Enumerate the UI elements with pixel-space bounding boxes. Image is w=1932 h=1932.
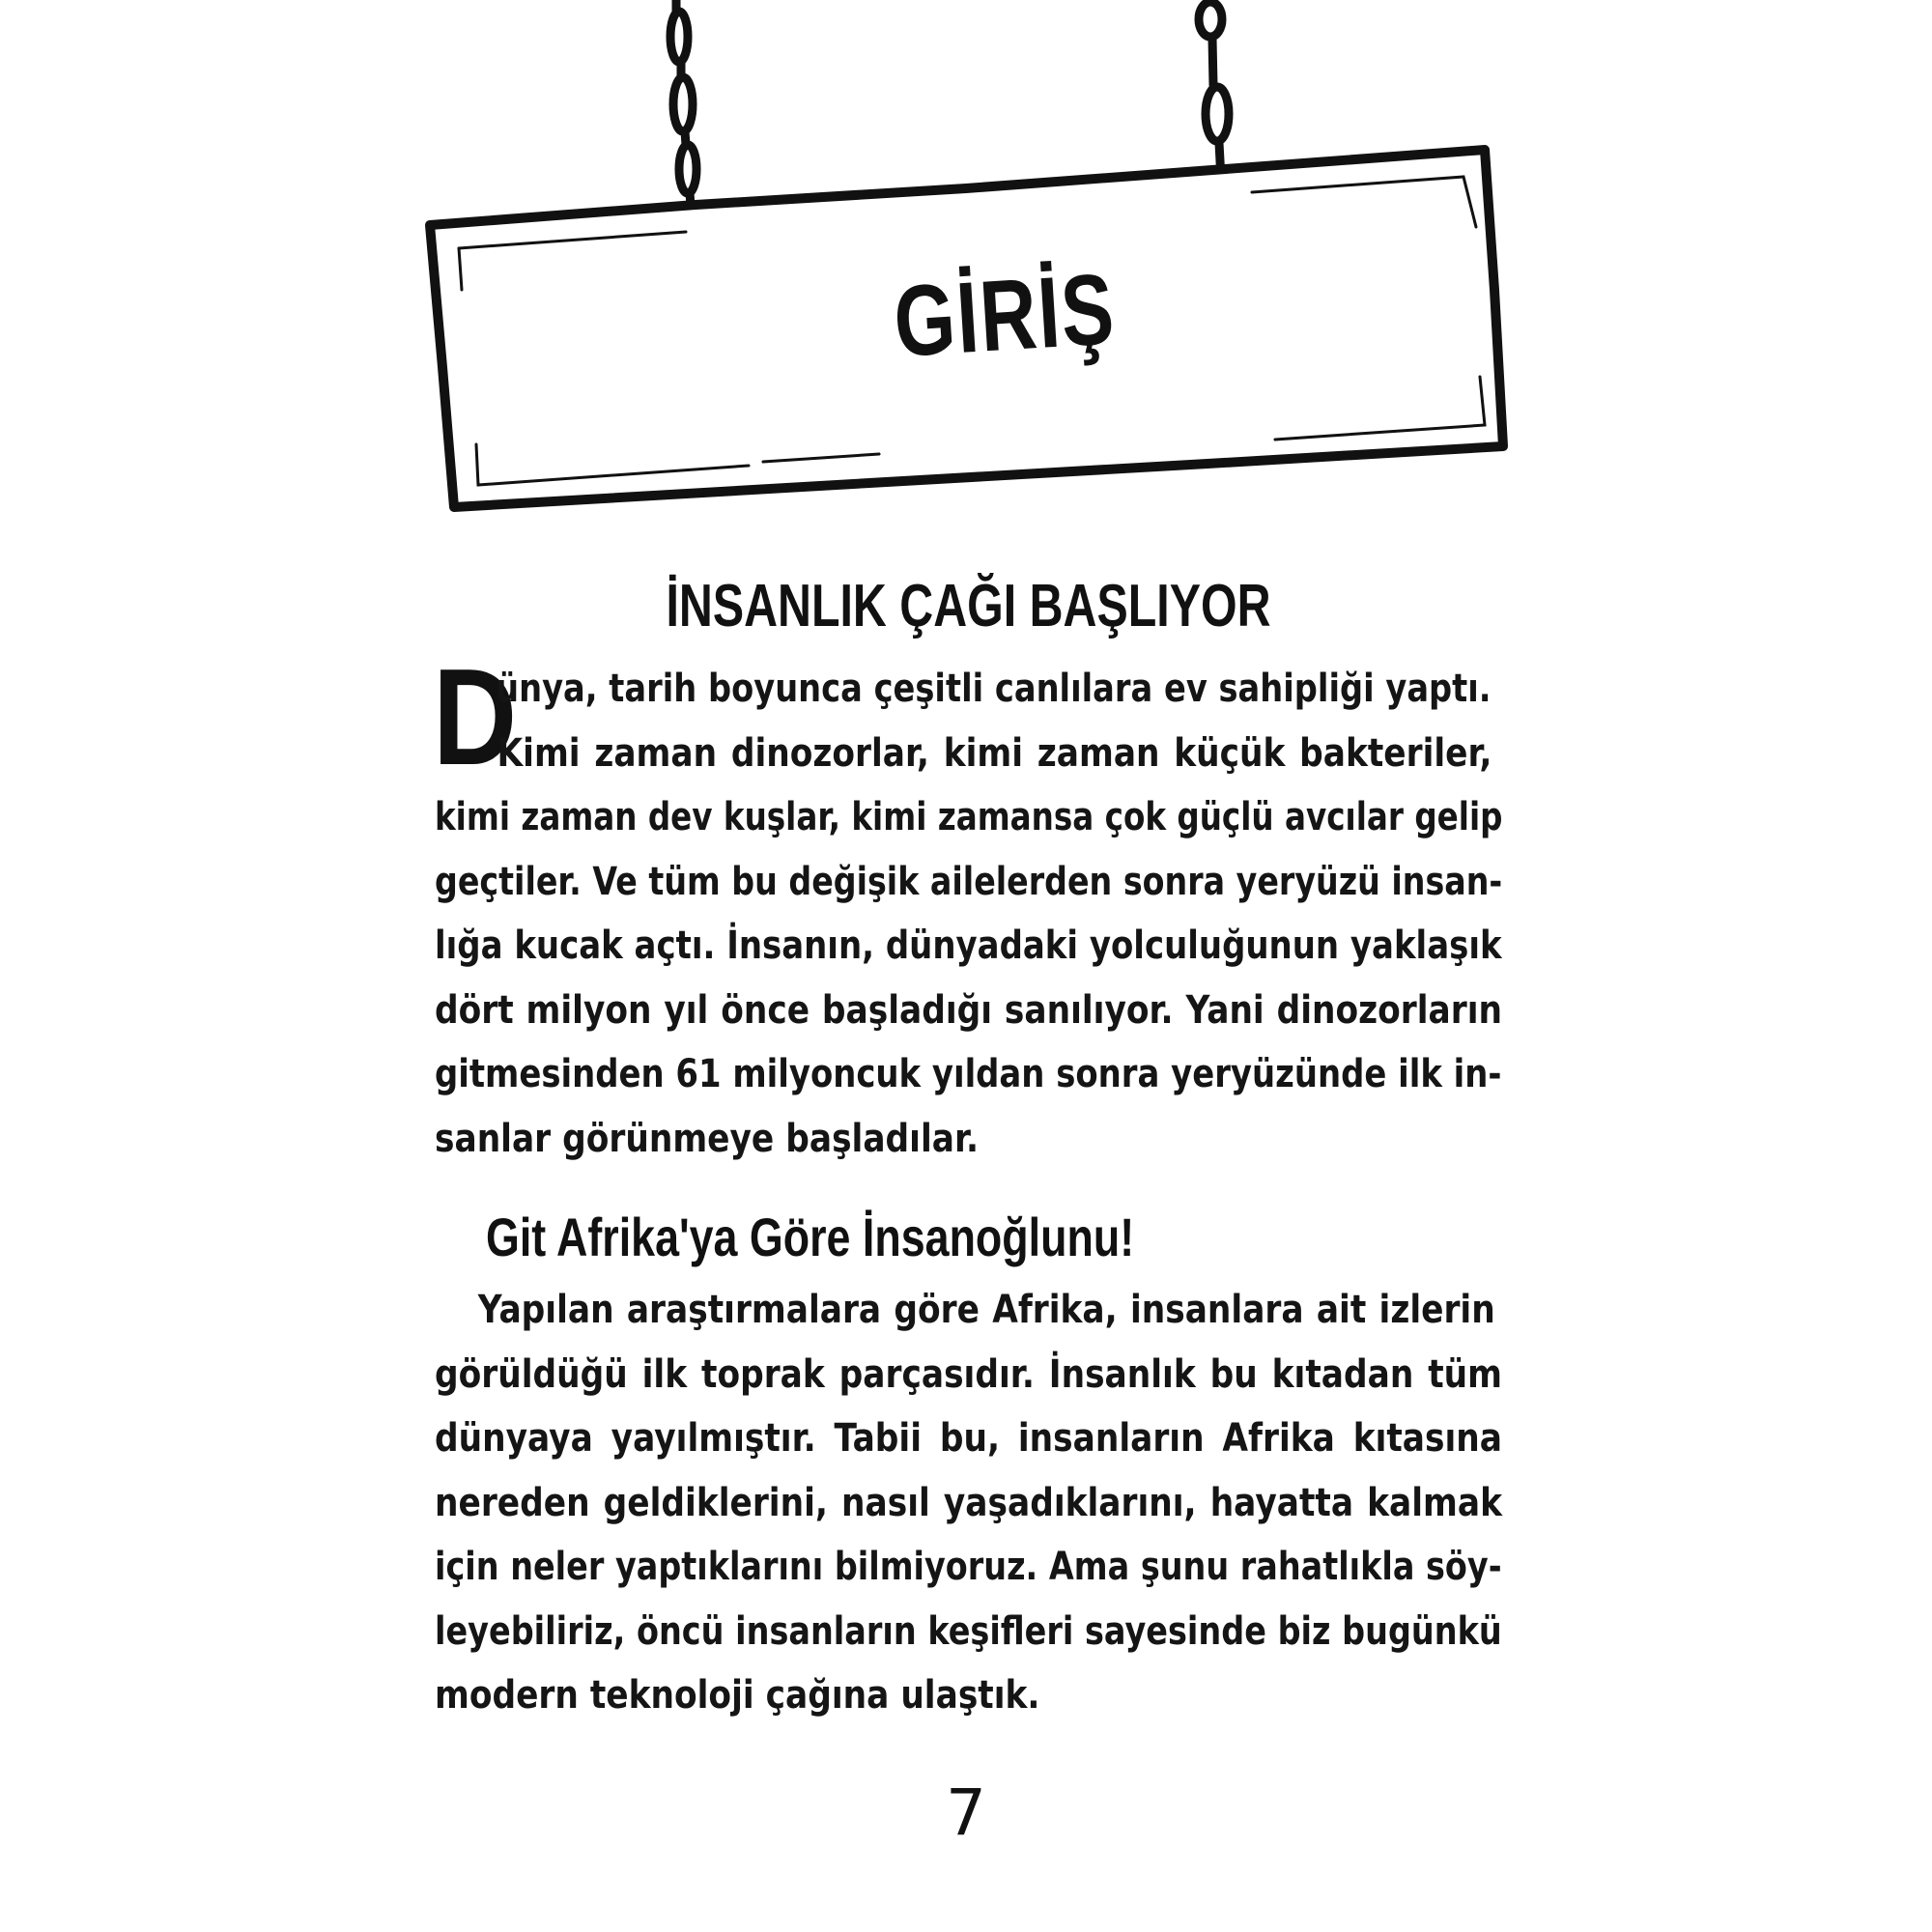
paragraph-line: ünya, tarih boyunca çeşitli canlılara ev sahipliği yaptı. [496, 667, 1492, 711]
paragraph-line: lığa kucak açtı. İnsanın, dünyadaki yolculuğunun yaklaşık [435, 923, 1502, 968]
section-heading: İNSANLIK ÇAĞI BAŞLIYOR [666, 573, 1271, 639]
paragraph-line: sanlar görünmeye başladılar. [435, 1116, 980, 1161]
sign-title: GİRİŞ [891, 253, 1119, 379]
paragraph-line: görüldüğü ilk toprak parçasıdır. İnsanlık bu kıtadan tüm [435, 1351, 1502, 1397]
paragraph-line: gitmesinden 61 milyoncuk yıldan sonra yeryüzünde ilk in- [435, 1052, 1502, 1096]
paragraph-line: leyebiliriz, öncü insanların keşifleri sayesinde biz bugünkü [435, 1608, 1502, 1654]
paragraph-line: nereden geldiklerini, nasıl yaşadıklarını, hayatta kalmak [435, 1480, 1502, 1525]
page-number: 7 [946, 1776, 986, 1850]
paragraph-line: geçtiler. Ve tüm bu değişik ailelerden sonra yeryüzü insan- [435, 859, 1503, 904]
paragraph-line: için neler yaptıklarını bilmiyoruz. Ama şunu rahatlıkla söy- [435, 1545, 1502, 1589]
paragraph-line: dört milyon yıl önce başladığı sanılıyor. Yani dinozorların [435, 987, 1502, 1033]
drop-cap: D [433, 640, 518, 794]
paragraph-line: Kimi zaman dinozorlar, kimi zaman küçük bakteriler, [497, 730, 1492, 776]
subsection-heading: Git Afrika'ya Göre İnsanoğlunu! [486, 1207, 1135, 1267]
paragraph-line: modern teknoloji çağına ulaştık. [435, 1673, 1040, 1718]
paragraph-line: Yapılan araştırmalara göre Afrika, insanlara ait izlerin [477, 1288, 1495, 1332]
left-chain-icon [670, 0, 700, 233]
paragraph-2 [435, 1278, 1502, 1728]
paragraph-line: dünyaya yayılmıştır. Tabii bu, insanların Afrika kıtasına [435, 1416, 1502, 1461]
paragraph-line: kimi zaman dev kuşlar, kimi zamansa çok güçlü avcılar gelip [435, 795, 1503, 839]
paragraph-1 [433, 640, 1503, 1171]
